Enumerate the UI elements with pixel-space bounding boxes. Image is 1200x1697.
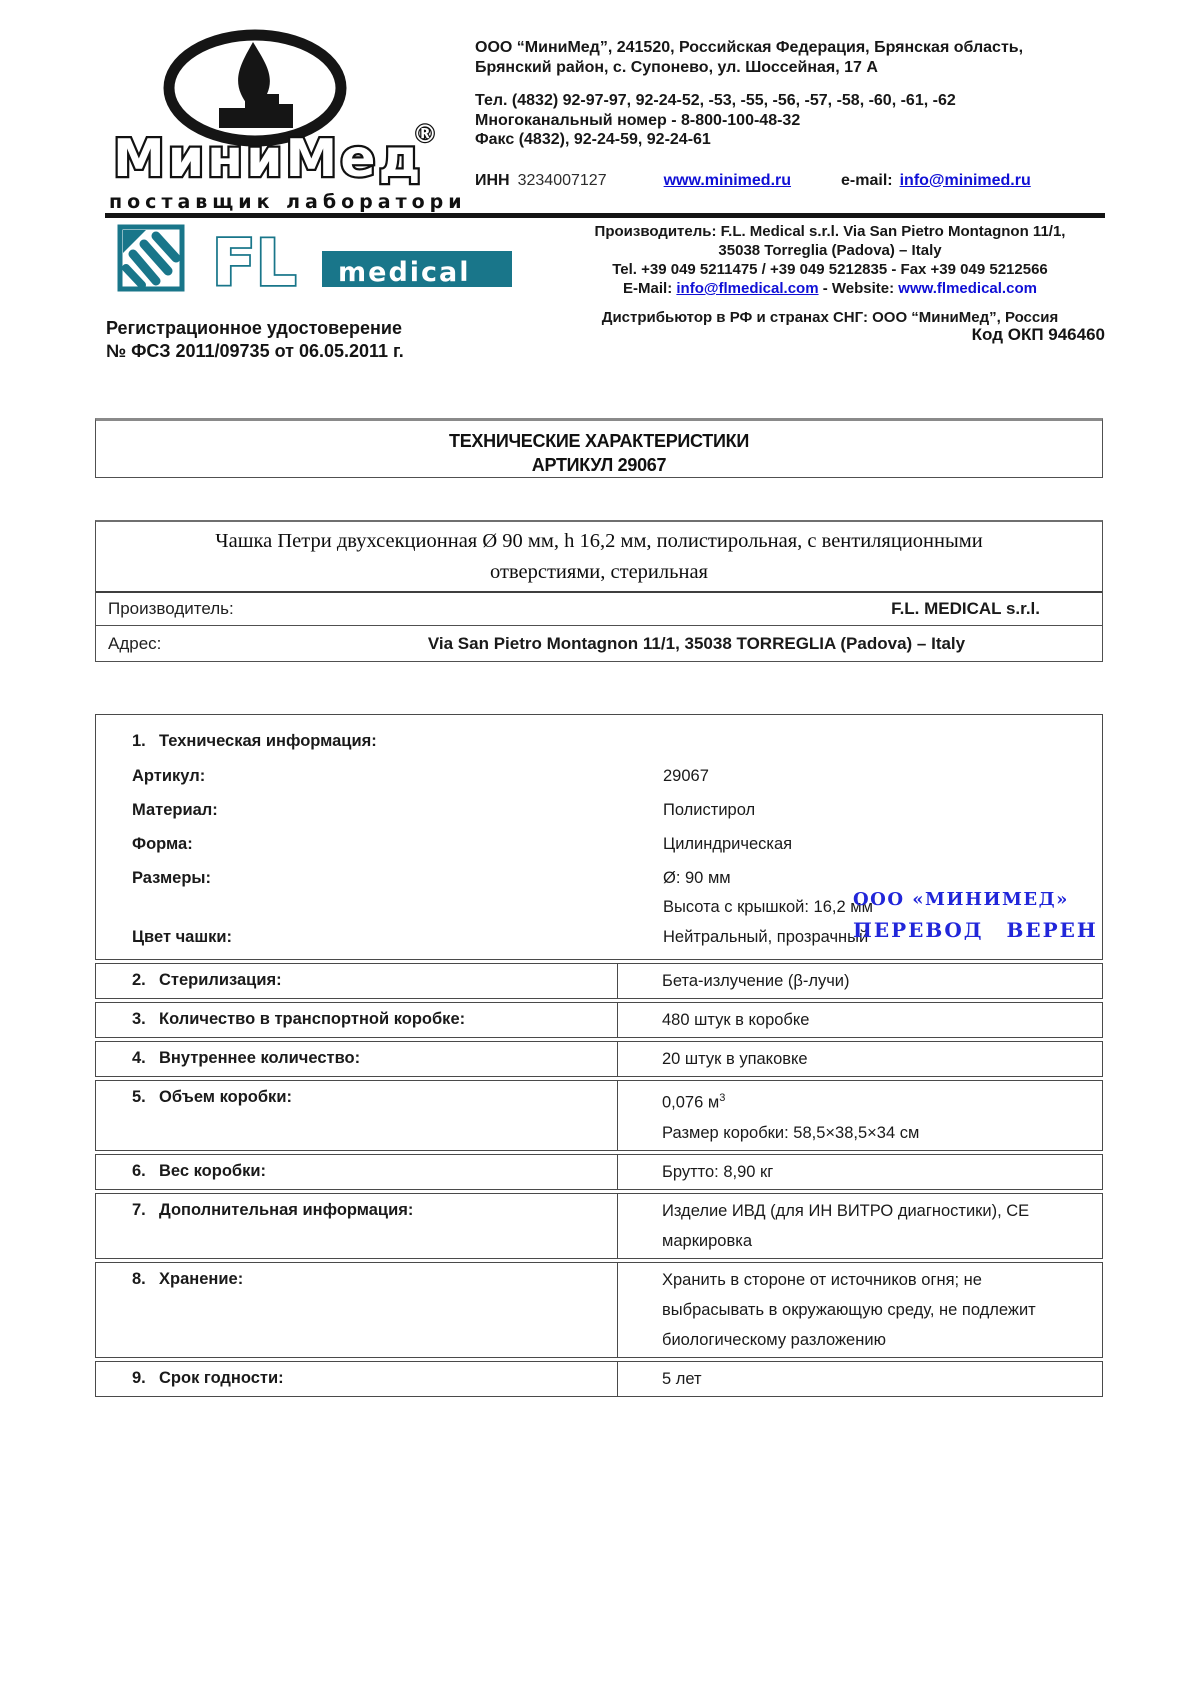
company-phone-line1: Тел. (4832) 92-97-97, 92-24-52, -53, -55, -56, -57, -58, -60, -61, -62 [475, 92, 956, 109]
flmedical-website-label: - Website: [822, 280, 895, 297]
spec-row-inner-quantity [95, 1041, 1103, 1077]
minimed-tagline: поставщик лабораторий [109, 191, 463, 213]
pair-label: Форма: [132, 834, 193, 853]
title-box [95, 418, 1103, 478]
row-label: Срок годности: [159, 1368, 284, 1387]
pair-value: Ø: 90 мм [663, 868, 731, 887]
pair-value: Цилиндрическая [663, 834, 793, 853]
inn-label: ИНН [475, 171, 510, 189]
minimed-logo-icon [103, 24, 463, 220]
inn-row [475, 171, 1035, 191]
row-label: Объем коробки: [159, 1088, 292, 1106]
company-phone-line2: Многоканальный номер - 8-800-100-48-32 [475, 111, 801, 129]
row-number: 4. [132, 1049, 146, 1067]
row-label: Внутреннее количество: [159, 1049, 361, 1067]
row-number: 8. [132, 1269, 146, 1288]
spec-table [95, 714, 1103, 1397]
spec-row-storage [95, 1262, 1103, 1358]
flmedical-logo [106, 224, 518, 299]
product-description-line2: отверстиями, стерильная [490, 561, 708, 583]
row-label: Количество в транспортной коробке: [159, 1010, 466, 1028]
fl-logo-medical-text: medical [338, 257, 471, 288]
row-number: 7. [132, 1200, 146, 1219]
registration-line2: № ФСЗ 2011/09735 от 06.05.2011 г. [106, 341, 404, 361]
minimed-logo [103, 24, 463, 225]
row-label: Вес коробки: [159, 1161, 267, 1180]
minimed-brand-text: МиниМед [113, 129, 424, 189]
flmedical-logo-icon [106, 224, 518, 294]
company-address-line1: ООО “МиниМед”, 241520, Российская Федерация, Брянская область, [475, 39, 1024, 56]
row-number: 3. [132, 1010, 146, 1028]
flmedical-email-label: E-Mail: [623, 280, 673, 297]
stamp-verified-line: ПЕРЕВОД ВЕРЕН [853, 918, 1098, 942]
row-number: 5. [132, 1088, 146, 1106]
volume-superscript: 3 [719, 1092, 726, 1104]
product-description-line1: Чашка Петри двухсекционная Ø 90 мм, h 16,2 мм, полистирольная, с вентиляционными [215, 530, 983, 552]
pair-label: Артикул: [132, 766, 206, 785]
company-phone-line3: Факс (4832), 92-24-59, 92-24-61 [475, 131, 711, 148]
section1-heading: Техническая информация: [159, 731, 377, 750]
row-value: Хранить в стороне от источников огня; не выбрасывать в окружающую среду, не подлежит биологическому разложению [662, 1270, 1036, 1349]
spec-row-shelf-life [95, 1361, 1103, 1397]
spec-pair-article [96, 759, 1102, 793]
row-number: 9. [132, 1368, 146, 1387]
row-value: Бета-излучение (β-лучи) [662, 972, 850, 990]
pair-value: Полистирол [663, 800, 756, 819]
producer-line2: 35038 Torreglia (Padova) – Italy [718, 242, 942, 259]
section1-number: 1. [132, 731, 146, 750]
pair-value: 29067 [663, 766, 709, 785]
row-value [618, 1081, 1102, 1150]
flmedical-website-link[interactable]: www.flmedical.com [898, 280, 1037, 297]
stamp-company-line: ООО «МИНИМЕД» [853, 889, 1069, 910]
pair-label: Размеры: [132, 868, 212, 887]
spec-pair-material [96, 793, 1102, 827]
product-description [96, 522, 1102, 591]
box-volume-line2: Размер коробки: 58,5×38,5×34 см [662, 1123, 920, 1142]
address-row [96, 625, 1102, 661]
flmedical-email-link[interactable]: info@flmedical.com [676, 280, 819, 297]
row-value: 480 штук в коробке [662, 1011, 810, 1029]
row-label: Дополнительная информация: [159, 1200, 414, 1219]
row-label: Хранение: [159, 1269, 244, 1288]
page-title: ТЕХНИЧЕСКИЕ ХАРАКТЕРИСТИКИ [449, 431, 749, 451]
address-value: Via San Pietro Montagnon 11/1, 35038 TORREGLIA (Padova) – Italy [427, 633, 966, 653]
manufacturer-value: F.L. MEDICAL s.r.l. [891, 599, 1040, 618]
registration-block [106, 317, 404, 363]
row-label: Стерилизация: [159, 971, 282, 989]
producer-line1: Производитель: F.L. Medical s.r.l. Via San Pietro Montagnon 11/1, [594, 223, 1066, 240]
pair-value: Высота с крышкой: 16,2 мм [663, 898, 873, 916]
product-box [95, 520, 1103, 662]
spec-pair-shape [96, 827, 1102, 861]
minimed-email-link[interactable]: info@minimed.ru [899, 171, 1031, 189]
fl-logo-fl-text: FL [212, 227, 297, 294]
producer-phone-fax: Tel. +39 049 5211475 / +39 049 5212835 - Fax +39 049 5212566 [612, 261, 1048, 278]
pair-label: Цвет чашки: [132, 927, 233, 946]
manufacturer-contact-block [552, 222, 1108, 327]
header-divider-rule [105, 213, 1105, 218]
spec-row-sterilization [95, 963, 1103, 999]
registered-mark-icon: ® [413, 120, 437, 148]
okp-code: Код ОКП 946460 [971, 325, 1105, 344]
inn-value: 3234007127 [517, 171, 607, 189]
section1-heading-row [96, 723, 1102, 759]
row-value: Изделие ИВД (для ИН ВИТРО диагностики), СЕ маркировка [662, 1201, 1030, 1250]
box-volume-line1: 0,076 $м^3$ [662, 1092, 726, 1112]
producer-email-website-line [552, 279, 1108, 298]
translation-stamp [853, 889, 1098, 942]
spec-row-box-volume [95, 1080, 1103, 1151]
distributor-line: Дистрибьютор в РФ и странах СНГ: ООО “МиниМед”, Россия [601, 309, 1059, 326]
row-value: Брутто: 8,90 кг [662, 1162, 774, 1181]
pair-label: Материал: [132, 800, 218, 819]
company-address-line2: Брянский район, с. Супонево, ул. Шоссейная, 17 А [475, 58, 878, 76]
address-label: Адрес: [108, 633, 162, 653]
spec-row-box-weight [95, 1154, 1103, 1190]
manufacturer-label: Производитель: [108, 599, 234, 618]
row-value: 5 лет [662, 1369, 702, 1388]
spec-row-additional-info [95, 1193, 1103, 1259]
manufacturer-row [96, 591, 1102, 625]
row-number: 2. [132, 971, 146, 989]
company-contact-block [475, 38, 1035, 190]
pair-value: Нейтральный, прозрачный [663, 927, 869, 946]
registration-line1: Регистрационное удостоверение [106, 318, 402, 338]
email-label: e-mail: [841, 171, 893, 189]
article-number: АРТИКУЛ 29067 [531, 455, 667, 475]
row-value: 20 штук в упаковке [662, 1050, 808, 1068]
spec-row-box-quantity [95, 1002, 1103, 1038]
minimed-website-link[interactable]: www.minimed.ru [663, 171, 792, 189]
row-number: 6. [132, 1161, 146, 1180]
